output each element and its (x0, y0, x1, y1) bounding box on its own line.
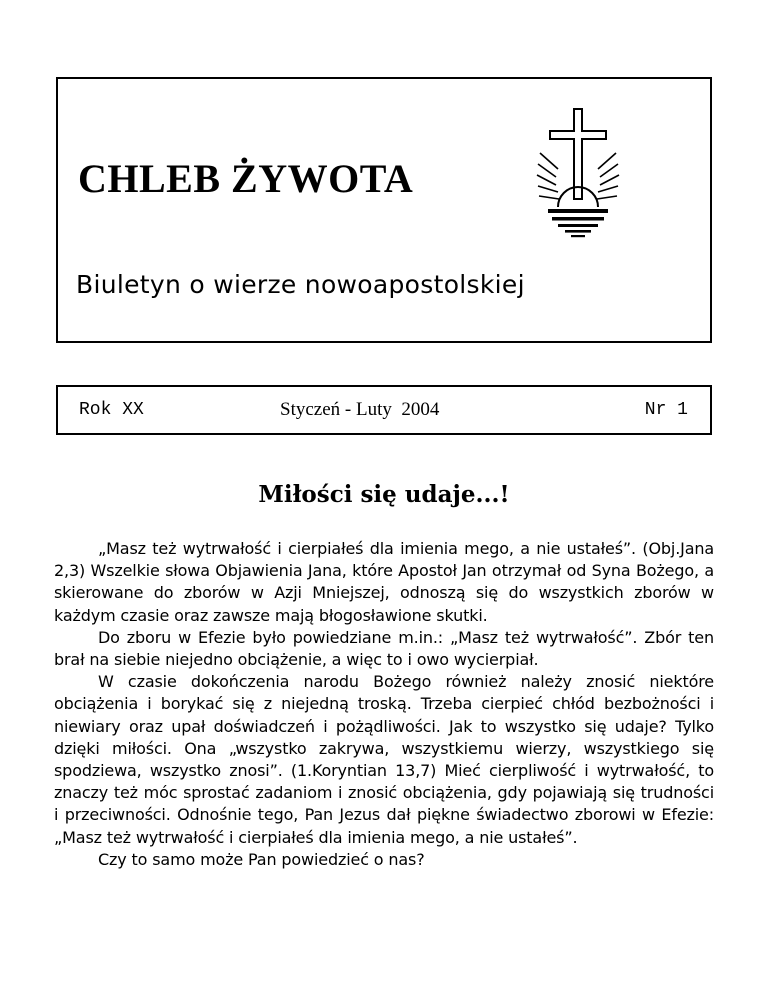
article-title: Miłości się udaje...! (258, 481, 510, 508)
article-paragraph: „Masz też wytrwałość i cierpiałeś dla imienia mego, a nie ustałeś”. (Obj.Jana 2,3) Wszelkie słowa Objawienia Jana, które Apostoł Jan otrzymał od Syna Bożego, a skierowane do zborów w Azji Mniejszej, odnoszą się do wszystkich zborów w każdym czasie oraz zawsze mają błogosławione skutki. (54, 539, 714, 625)
issue-info-box (56, 385, 712, 435)
masthead-box (56, 77, 712, 343)
cross-sunrise-icon (536, 107, 620, 239)
masthead-title: CHLEB ŻYWOTA (78, 156, 414, 201)
masthead-subtitle: Biuletyn o wierze nowoapostolskiej (76, 270, 525, 299)
article-paragraph: Do zboru w Efezie było powiedziane m.in.: „Masz też wytrwałość”. Zbór ten brał na siebie niejedno obciążenie, a więc to i owo wycierpiał. (54, 627, 714, 670)
article-paragraph: Czy to samo może Pan powiedzieć o nas? (98, 849, 425, 869)
issue-year: Rok XX (79, 400, 144, 420)
issue-date: Styczeń - Luty 2004 (280, 399, 440, 420)
article-paragraph: W czasie dokończenia narodu Bożego również należy znosić niektóre obciążenia i borykać się z niejedną troską. Trzeba cierpieć chłód bezbożności i niewiary oraz upał doświadczeń i pożądliwości. Jak to wszystko się udaje? Tylko dzięki miłości. Ona „wszystko zakrywa, wszystkiemu wierzy, wszystkiego się spodziewa, wszystko znosi”. (1.Koryntian 13,7) Mieć cierpliwość i wytrwałość, to znaczy też móc sprostać zadaniom i znosić obciążenia, gdy pojawiają się trudności i przeciwności. Odnośnie tego, Pan Jezus dał piękne świadectwo zborowi w Efezie: „Masz też wytrwałość i cierpiałeś dla imienia mego, a nie ustałeś”. (54, 672, 714, 847)
issue-number: Nr 1 (644, 400, 688, 420)
article-body (54, 538, 714, 871)
